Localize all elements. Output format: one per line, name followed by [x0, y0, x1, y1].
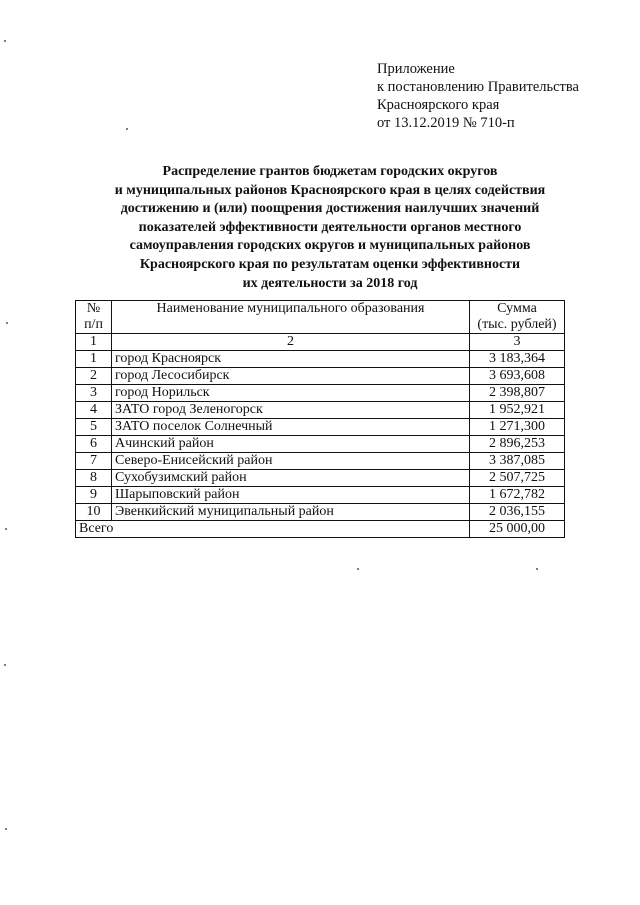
header-number-line: п/п: [84, 317, 103, 332]
row-name: город Красноярск: [112, 351, 470, 368]
table-row: [76, 470, 565, 487]
row-sum: 1 271,300: [470, 419, 565, 436]
table-row: [76, 368, 565, 385]
table-row: [76, 402, 565, 419]
scan-speck: [536, 568, 538, 570]
title-line: достижению и (или) поощрения достижения наилучших значений: [120, 201, 540, 217]
table-row: [76, 436, 565, 453]
header-number-line: №: [86, 301, 101, 316]
row-number: 3: [76, 385, 112, 402]
table-row: [76, 453, 565, 470]
annex-block: [377, 60, 579, 132]
table-row: [76, 385, 565, 402]
row-number: 2: [76, 368, 112, 385]
row-sum: 3 693,608: [470, 368, 565, 385]
row-number: 7: [76, 453, 112, 470]
title-line: показателей эффективности деятельности органов местного: [138, 219, 522, 235]
row-name: Северо-Енисейский район: [112, 453, 470, 470]
scan-speck: [4, 664, 6, 666]
header-sum: [470, 301, 565, 334]
title-line: их деятельности за 2018 год: [242, 275, 418, 291]
scan-speck: [126, 128, 128, 130]
row-number: 10: [76, 504, 112, 521]
row-name: Ачинский район: [112, 436, 470, 453]
table-row: [76, 504, 565, 521]
scan-speck: [6, 322, 8, 324]
row-sum: 2 036,155: [470, 504, 565, 521]
row-sum: 2 507,725: [470, 470, 565, 487]
scan-speck: [4, 40, 6, 42]
row-number: 8: [76, 470, 112, 487]
row-sum: 3 183,364: [470, 351, 565, 368]
header-sum-line: Сумма: [497, 301, 537, 316]
row-name: город Лесосибирск: [112, 368, 470, 385]
table-row: [76, 351, 565, 368]
row-name: Сухобузимский район: [112, 470, 470, 487]
row-name: Эвенкийский муниципальный район: [112, 504, 470, 521]
total-sum: 25 000,00: [470, 521, 565, 538]
title-line: и муниципальных районов Красноярского края в целях содействия: [114, 182, 546, 198]
row-number: 5: [76, 419, 112, 436]
column-index: 1: [76, 334, 112, 351]
title-line: Распределение грантов бюджетам городских округов: [162, 164, 498, 179]
header-name: Наименование муниципального образования: [112, 301, 470, 334]
table-row: [76, 487, 565, 504]
row-number: 4: [76, 402, 112, 419]
annex-line: к постановлению Правительства: [377, 79, 579, 95]
row-sum: 3 387,085: [470, 453, 565, 470]
total-row: [76, 521, 565, 538]
column-index-row: [76, 334, 565, 351]
scan-speck: [357, 568, 359, 570]
row-number: 6: [76, 436, 112, 453]
column-index: 2: [112, 334, 470, 351]
row-number: 1: [76, 351, 112, 368]
row-sum: 1 672,782: [470, 487, 565, 504]
document-title: [70, 163, 590, 293]
row-sum: 2 398,807: [470, 385, 565, 402]
row-sum: 2 896,253: [470, 436, 565, 453]
title-line: самоуправления городских округов и муниципальных районов: [129, 238, 531, 254]
row-name: ЗАТО город Зеленогорск: [112, 402, 470, 419]
row-name: ЗАТО поселок Солнечный: [112, 419, 470, 436]
scan-speck: [5, 528, 7, 530]
annex-line: от 13.12.2019 № 710-п: [377, 115, 515, 131]
table-row: [76, 419, 565, 436]
row-sum: 1 952,921: [470, 402, 565, 419]
row-name: Шарыповский район: [112, 487, 470, 504]
row-name: город Норильск: [112, 385, 470, 402]
title-line: Красноярского края по результатам оценки эффективности: [139, 256, 521, 272]
row-number: 9: [76, 487, 112, 504]
annex-line: Приложение: [377, 61, 455, 77]
header-sum-line: (тыс. рублей): [477, 317, 557, 332]
scan-speck: [5, 828, 7, 830]
column-index: 3: [470, 334, 565, 351]
annex-line: Красноярского края: [377, 97, 500, 113]
grants-table: [75, 300, 565, 538]
header-number: [76, 301, 112, 334]
total-label: Всего: [76, 521, 470, 538]
table-header-row: [76, 301, 565, 334]
